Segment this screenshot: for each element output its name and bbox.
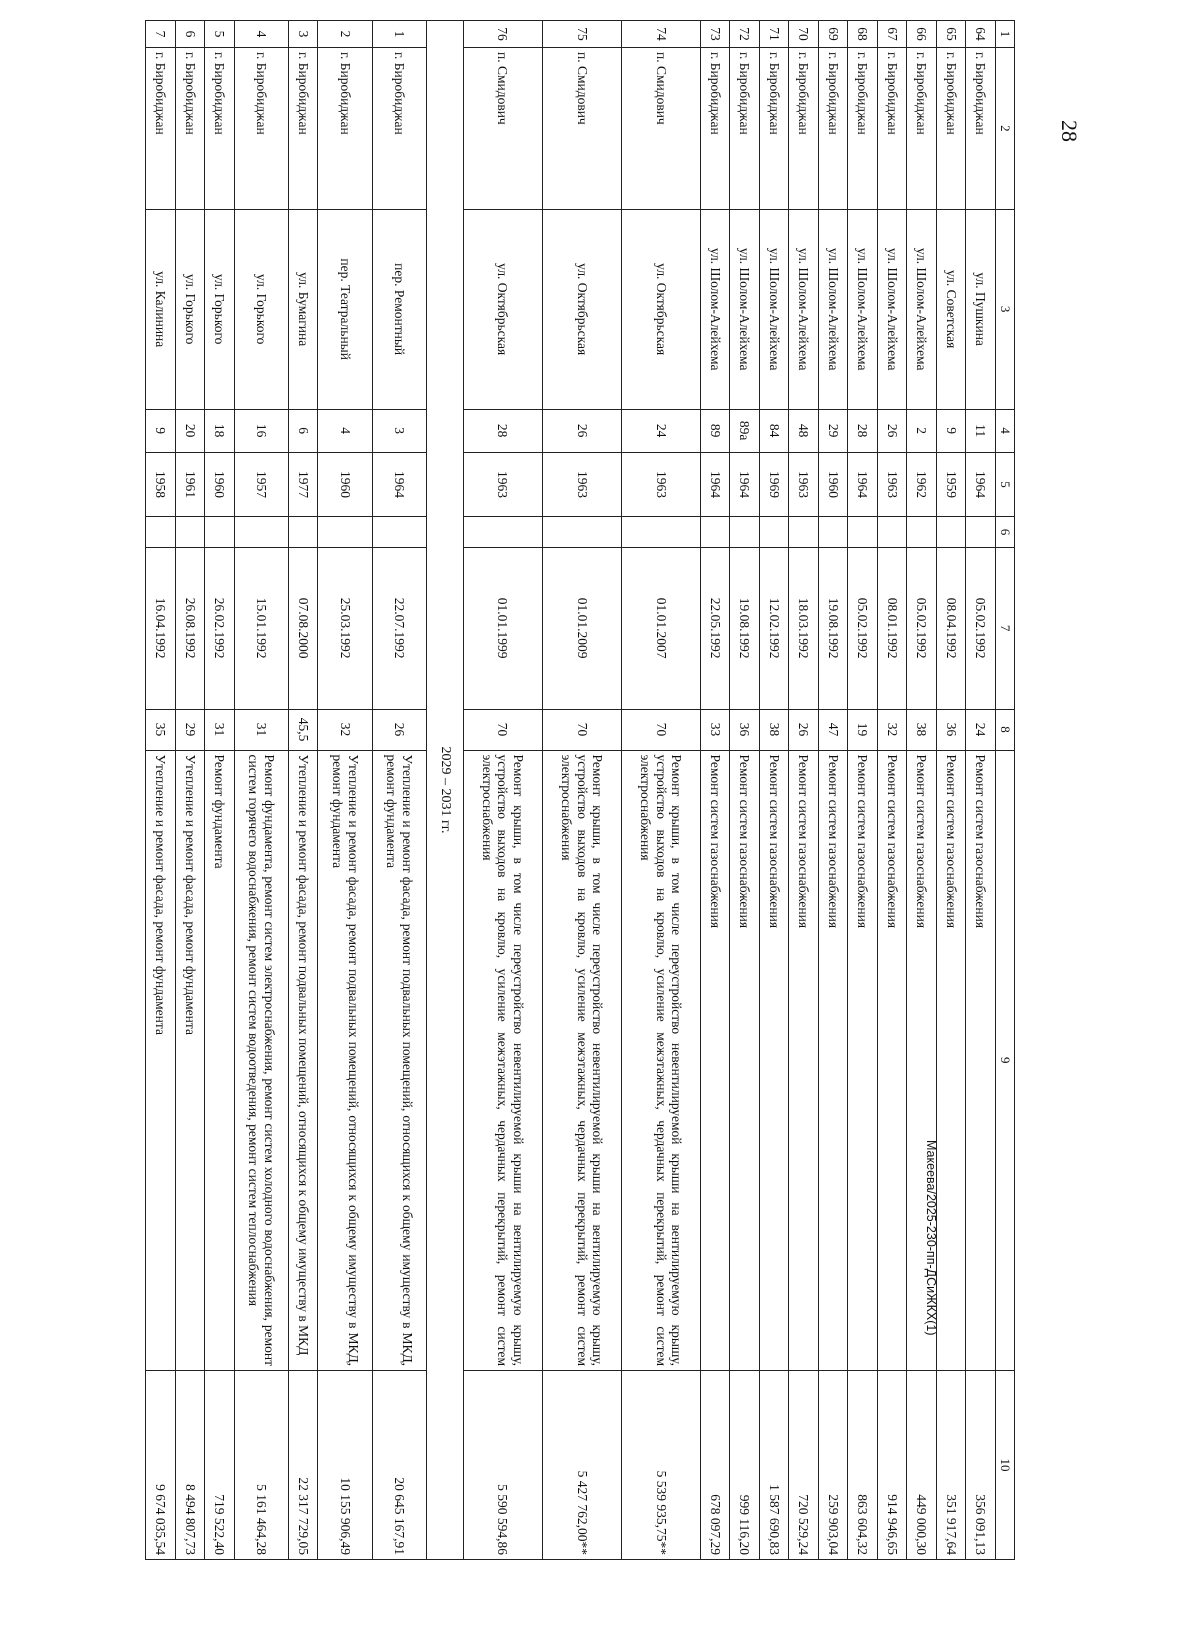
cell-date: 22.07.1992 xyxy=(372,547,426,709)
cell-build-year: 1957 xyxy=(234,452,288,517)
cell-house-number: 2 xyxy=(907,409,937,452)
cell-street: ул. Советская xyxy=(936,209,966,409)
table-row xyxy=(700,21,730,1560)
table-row xyxy=(759,21,789,1560)
cell-wear-percent: 38 xyxy=(907,709,937,750)
cell-date: 01.01.2007 xyxy=(621,547,700,709)
header-cell: 1 xyxy=(996,21,1015,48)
cell-wear-percent: 36 xyxy=(730,709,760,750)
cell-settlement: г. Биробиджан xyxy=(700,47,730,209)
header-cell: 3 xyxy=(996,209,1015,409)
cell-wear-percent: 33 xyxy=(700,709,730,750)
cell-row-number: 2 xyxy=(318,21,372,48)
cell-settlement: г. Биробиджан xyxy=(966,47,996,209)
cell-build-year: 1963 xyxy=(621,452,700,517)
cell-street: ул. Горького xyxy=(205,209,235,409)
cell-house-number: 9 xyxy=(936,409,966,452)
cell-build-year: 1963 xyxy=(463,452,542,517)
table-row xyxy=(372,21,426,1560)
cell-col6-empty xyxy=(175,517,205,547)
cell-cost: 1 587 690,83 xyxy=(759,1371,789,1560)
cell-date: 12.02.1992 xyxy=(759,547,789,709)
cell-street: ул. Шолом-Алейхема xyxy=(759,209,789,409)
cell-street: ул. Шолом-Алейхема xyxy=(877,209,907,409)
cell-settlement: г. Биробиджан xyxy=(848,47,878,209)
cell-cost: 719 522,40 xyxy=(205,1371,235,1560)
cell-wear-percent: 70 xyxy=(542,709,621,750)
cell-house-number: 26 xyxy=(542,409,621,452)
cell-settlement: г. Биробиджан xyxy=(205,47,235,209)
cell-house-number: 26 xyxy=(877,409,907,452)
cell-cost: 351 917,64 xyxy=(936,1371,966,1560)
cell-cost: 914 946,65 xyxy=(877,1371,907,1560)
cell-cost: 9 674 035,54 xyxy=(146,1371,176,1560)
table-header-row xyxy=(996,21,1015,1560)
table-body-after-period xyxy=(146,21,427,1560)
cell-build-year: 1963 xyxy=(542,452,621,517)
cell-house-number: 48 xyxy=(789,409,819,452)
cell-date: 16.04.1992 xyxy=(146,547,176,709)
cell-build-year: 1964 xyxy=(700,452,730,517)
cell-work-description: Утепление и ремонт фасада, ремонт фундамента xyxy=(146,750,176,1371)
document-footer: Макеева/2025-230-пп-ДСиЖКХ(1) xyxy=(924,1140,938,1336)
cell-build-year: 1963 xyxy=(789,452,819,517)
cell-settlement: п. Смидович xyxy=(463,47,542,209)
cell-col6-empty xyxy=(318,517,372,547)
table-row xyxy=(966,21,996,1560)
table-row xyxy=(288,21,318,1560)
cell-row-number: 64 xyxy=(966,21,996,48)
cell-col6-empty xyxy=(463,517,542,547)
table-row xyxy=(146,21,176,1560)
cell-work-description: Ремонт систем газоснабжения xyxy=(730,750,760,1371)
cell-row-number: 3 xyxy=(288,21,318,48)
cell-cost: 449 000,30 xyxy=(907,1371,937,1560)
header-cell: 5 xyxy=(996,452,1015,517)
cell-wear-percent: 70 xyxy=(463,709,542,750)
page-number: 28 xyxy=(1057,120,1082,142)
cell-street: ул. Калинина xyxy=(146,209,176,409)
cell-work-description: Ремонт крыши, в том числе переустройство невентилируемой крыши на вентилируемую крышу, устройство выходов на кровлю, усиление межэтажных, чердачных перекрытий, ремонт систем электроснабжения xyxy=(621,750,700,1371)
cell-col6-empty xyxy=(730,517,760,547)
period-label: 2029 – 2031 гг. xyxy=(426,21,463,1560)
cell-date: 25.03.1992 xyxy=(318,547,372,709)
cell-work-description: Ремонт систем газоснабжения xyxy=(966,750,996,1371)
cell-street: ул. Шолом-Алейхема xyxy=(730,209,760,409)
cell-date: 08.04.1992 xyxy=(936,547,966,709)
cell-date: 18.03.1992 xyxy=(789,547,819,709)
cell-col6-empty xyxy=(234,517,288,547)
cell-row-number: 76 xyxy=(463,21,542,48)
table-row xyxy=(463,21,542,1560)
repair-schedule-table-container xyxy=(145,20,1015,1560)
cell-build-year: 1961 xyxy=(175,452,205,517)
cell-col6-empty xyxy=(907,517,937,547)
cell-row-number: 65 xyxy=(936,21,966,48)
cell-date: 19.08.1992 xyxy=(730,547,760,709)
cell-work-description: Ремонт систем газоснабжения xyxy=(907,750,937,1371)
cell-col6-empty xyxy=(818,517,848,547)
header-cell: 7 xyxy=(996,547,1015,709)
cell-build-year: 1964 xyxy=(848,452,878,517)
cell-settlement: г. Биробиджан xyxy=(372,47,426,209)
cell-settlement: г. Биробиджан xyxy=(175,47,205,209)
cell-cost: 678 097,29 xyxy=(700,1371,730,1560)
cell-build-year: 1969 xyxy=(759,452,789,517)
cell-work-description: Ремонт систем газоснабжения xyxy=(848,750,878,1371)
cell-date: 01.01.2009 xyxy=(542,547,621,709)
header-cell: 8 xyxy=(996,709,1015,750)
cell-wear-percent: 70 xyxy=(621,709,700,750)
table-row xyxy=(175,21,205,1560)
cell-col6-empty xyxy=(621,517,700,547)
cell-cost: 720 529,24 xyxy=(789,1371,819,1560)
cell-street: ул. Горького xyxy=(175,209,205,409)
table-row xyxy=(936,21,966,1560)
cell-build-year: 1964 xyxy=(372,452,426,517)
cell-build-year: 1959 xyxy=(936,452,966,517)
table-row xyxy=(621,21,700,1560)
cell-street: ул. Октябрьская xyxy=(621,209,700,409)
cell-work-description: Ремонт систем газоснабжения xyxy=(789,750,819,1371)
cell-row-number: 4 xyxy=(234,21,288,48)
cell-work-description: Утепление и ремонт фасада, ремонт подвальных помещений, относящихся к общему имуществу в МКД, ремонт фундамента xyxy=(318,750,372,1371)
cell-row-number: 67 xyxy=(877,21,907,48)
cell-house-number: 84 xyxy=(759,409,789,452)
cell-house-number: 89а xyxy=(730,409,760,452)
cell-house-number: 18 xyxy=(205,409,235,452)
cell-settlement: п. Смидович xyxy=(621,47,700,209)
cell-house-number: 89 xyxy=(700,409,730,452)
cell-cost: 259 903,04 xyxy=(818,1371,848,1560)
cell-cost: 20 645 167,91 xyxy=(372,1371,426,1560)
cell-row-number: 1 xyxy=(372,21,426,48)
cell-work-description: Утепление и ремонт фасада, ремонт подвальных помещений, относящихся к общему имуществу в МКД xyxy=(288,750,318,1371)
cell-row-number: 6 xyxy=(175,21,205,48)
cell-street: ул. Октябрьская xyxy=(542,209,621,409)
cell-build-year: 1958 xyxy=(146,452,176,517)
cell-wear-percent: 19 xyxy=(848,709,878,750)
cell-street: ул. Пушкина xyxy=(966,209,996,409)
cell-wear-percent: 32 xyxy=(318,709,372,750)
header-cell: 9 xyxy=(996,750,1015,1371)
cell-street: ул. Октябрьская xyxy=(463,209,542,409)
cell-house-number: 16 xyxy=(234,409,288,452)
cell-date: 15.01.1992 xyxy=(234,547,288,709)
cell-date: 05.02.1992 xyxy=(907,547,937,709)
cell-build-year: 1960 xyxy=(318,452,372,517)
cell-col6-empty xyxy=(700,517,730,547)
table-row xyxy=(730,21,760,1560)
cell-house-number: 3 xyxy=(372,409,426,452)
cell-settlement: г. Биробиджан xyxy=(234,47,288,209)
cell-date: 22.05.1992 xyxy=(700,547,730,709)
cell-street: ул. Бумагина xyxy=(288,209,318,409)
cell-row-number: 69 xyxy=(818,21,848,48)
cell-cost: 10 155 906,49 xyxy=(318,1371,372,1560)
cell-work-description: Утепление и ремонт фасада, ремонт фундамента xyxy=(175,750,205,1371)
cell-date: 05.02.1992 xyxy=(966,547,996,709)
cell-work-description: Ремонт фундамента, ремонт систем электроснабжения, ремонт систем холодного водоснабжения, ремонт систем горячего водоснабжения, ремонт систем водоотведения, ремонт систем теплоснабжения xyxy=(234,750,288,1371)
cell-house-number: 29 xyxy=(818,409,848,452)
cell-row-number: 75 xyxy=(542,21,621,48)
header-cell: 2 xyxy=(996,47,1015,209)
cell-work-description: Ремонт крыши, в том числе переустройство невентилируемой крыши на вентилируемую крышу, устройство выходов на кровлю, усиление межэтажных, чердачных перекрытий, ремонт систем электроснабжения xyxy=(463,750,542,1371)
cell-row-number: 74 xyxy=(621,21,700,48)
cell-row-number: 7 xyxy=(146,21,176,48)
cell-cost: 5 590 594,86 xyxy=(463,1371,542,1560)
cell-street: ул. Шолом-Алейхема xyxy=(848,209,878,409)
cell-cost: 8 494 807,73 xyxy=(175,1371,205,1560)
cell-street: пер. Ремонтный xyxy=(372,209,426,409)
table-row xyxy=(789,21,819,1560)
repair-schedule-table xyxy=(145,20,1015,1560)
cell-cost: 5 539 935,75** xyxy=(621,1371,700,1560)
cell-wear-percent: 45,5 xyxy=(288,709,318,750)
cell-work-description: Ремонт систем газоснабжения xyxy=(877,750,907,1371)
table-row xyxy=(877,21,907,1560)
cell-row-number: 68 xyxy=(848,21,878,48)
cell-settlement: г. Биробиджан xyxy=(146,47,176,209)
cell-wear-percent: 35 xyxy=(146,709,176,750)
cell-street: ул. Шолом-Алейхема xyxy=(700,209,730,409)
cell-house-number: 20 xyxy=(175,409,205,452)
cell-cost: 999 116,20 xyxy=(730,1371,760,1560)
cell-date: 26.08.1992 xyxy=(175,547,205,709)
cell-row-number: 5 xyxy=(205,21,235,48)
header-cell: 6 xyxy=(996,517,1015,547)
cell-wear-percent: 29 xyxy=(175,709,205,750)
cell-cost: 5 161 464,28 xyxy=(234,1371,288,1560)
cell-settlement: г. Биробиджан xyxy=(936,47,966,209)
cell-date: 05.02.1992 xyxy=(848,547,878,709)
cell-cost: 863 604,32 xyxy=(848,1371,878,1560)
cell-date: 19.08.1992 xyxy=(818,547,848,709)
cell-wear-percent: 26 xyxy=(789,709,819,750)
cell-cost: 22 317 729,05 xyxy=(288,1371,318,1560)
cell-settlement: г. Биробиджан xyxy=(318,47,372,209)
cell-col6-empty xyxy=(542,517,621,547)
cell-build-year: 1964 xyxy=(966,452,996,517)
cell-col6-empty xyxy=(848,517,878,547)
cell-build-year: 1963 xyxy=(877,452,907,517)
cell-street: ул. Горького xyxy=(234,209,288,409)
cell-settlement: г. Биробиджан xyxy=(288,47,318,209)
cell-settlement: г. Биробиджан xyxy=(730,47,760,209)
table-row xyxy=(542,21,621,1560)
cell-street: ул. Шолом-Алейхема xyxy=(789,209,819,409)
cell-house-number: 4 xyxy=(318,409,372,452)
cell-work-description: Ремонт систем газоснабжения xyxy=(759,750,789,1371)
cell-house-number: 28 xyxy=(463,409,542,452)
cell-build-year: 1962 xyxy=(907,452,937,517)
cell-wear-percent: 32 xyxy=(877,709,907,750)
cell-col6-empty xyxy=(936,517,966,547)
table-row xyxy=(818,21,848,1560)
cell-col6-empty xyxy=(288,517,318,547)
cell-street: пер. Театральный xyxy=(318,209,372,409)
cell-house-number: 9 xyxy=(146,409,176,452)
table-row xyxy=(205,21,235,1560)
cell-house-number: 24 xyxy=(621,409,700,452)
cell-date: 08.01.1992 xyxy=(877,547,907,709)
cell-col6-empty xyxy=(789,517,819,547)
cell-col6-empty xyxy=(146,517,176,547)
cell-settlement: г. Биробиджан xyxy=(907,47,937,209)
table-body-before-period xyxy=(463,21,995,1560)
cell-work-description: Ремонт систем газоснабжения xyxy=(818,750,848,1371)
cell-settlement: г. Биробиджан xyxy=(789,47,819,209)
cell-build-year: 1960 xyxy=(205,452,235,517)
cell-wear-percent: 36 xyxy=(936,709,966,750)
cell-date: 01.01.1999 xyxy=(463,547,542,709)
cell-wear-percent: 47 xyxy=(818,709,848,750)
cell-house-number: 6 xyxy=(288,409,318,452)
cell-row-number: 72 xyxy=(730,21,760,48)
table-row xyxy=(848,21,878,1560)
cell-wear-percent: 31 xyxy=(205,709,235,750)
header-cell: 10 xyxy=(996,1371,1015,1560)
cell-col6-empty xyxy=(759,517,789,547)
cell-street: ул. Шолом-Алейхема xyxy=(818,209,848,409)
cell-row-number: 66 xyxy=(907,21,937,48)
cell-settlement: г. Биробиджан xyxy=(818,47,848,209)
cell-street: ул. Шолом-Алейхема xyxy=(907,209,937,409)
cell-date: 26.02.1992 xyxy=(205,547,235,709)
cell-build-year: 1960 xyxy=(818,452,848,517)
cell-cost: 5 427 762,00** xyxy=(542,1371,621,1560)
cell-house-number: 11 xyxy=(966,409,996,452)
cell-col6-empty xyxy=(877,517,907,547)
cell-wear-percent: 31 xyxy=(234,709,288,750)
cell-house-number: 28 xyxy=(848,409,878,452)
cell-build-year: 1977 xyxy=(288,452,318,517)
cell-row-number: 70 xyxy=(789,21,819,48)
cell-work-description: Ремонт фундамента xyxy=(205,750,235,1371)
period-row xyxy=(426,21,463,1560)
cell-row-number: 73 xyxy=(700,21,730,48)
cell-row-number: 71 xyxy=(759,21,789,48)
cell-cost: 356 091,13 xyxy=(966,1371,996,1560)
cell-date: 07.08.2000 xyxy=(288,547,318,709)
cell-settlement: г. Биробиджан xyxy=(877,47,907,209)
cell-build-year: 1964 xyxy=(730,452,760,517)
cell-col6-empty xyxy=(966,517,996,547)
cell-col6-empty xyxy=(372,517,426,547)
cell-settlement: п. Смидович xyxy=(542,47,621,209)
cell-work-description: Ремонт крыши, в том числе переустройство невентилируемой крыши на вентилируемую крышу, устройство выходов на кровлю, усиление межэтажных, чердачных перекрытий, ремонт систем электроснабжения xyxy=(542,750,621,1371)
table-row xyxy=(318,21,372,1560)
cell-work-description: Утепление и ремонт фасада, ремонт подвальных помещений, относящихся к общему имуществу в МКД, ремонт фундамента xyxy=(372,750,426,1371)
cell-col6-empty xyxy=(205,517,235,547)
cell-settlement: г. Биробиджан xyxy=(759,47,789,209)
cell-wear-percent: 24 xyxy=(966,709,996,750)
cell-wear-percent: 38 xyxy=(759,709,789,750)
cell-wear-percent: 26 xyxy=(372,709,426,750)
cell-work-description: Ремонт систем газоснабжения xyxy=(700,750,730,1371)
cell-work-description: Ремонт систем газоснабжения xyxy=(936,750,966,1371)
table-row xyxy=(234,21,288,1560)
header-cell: 4 xyxy=(996,409,1015,452)
